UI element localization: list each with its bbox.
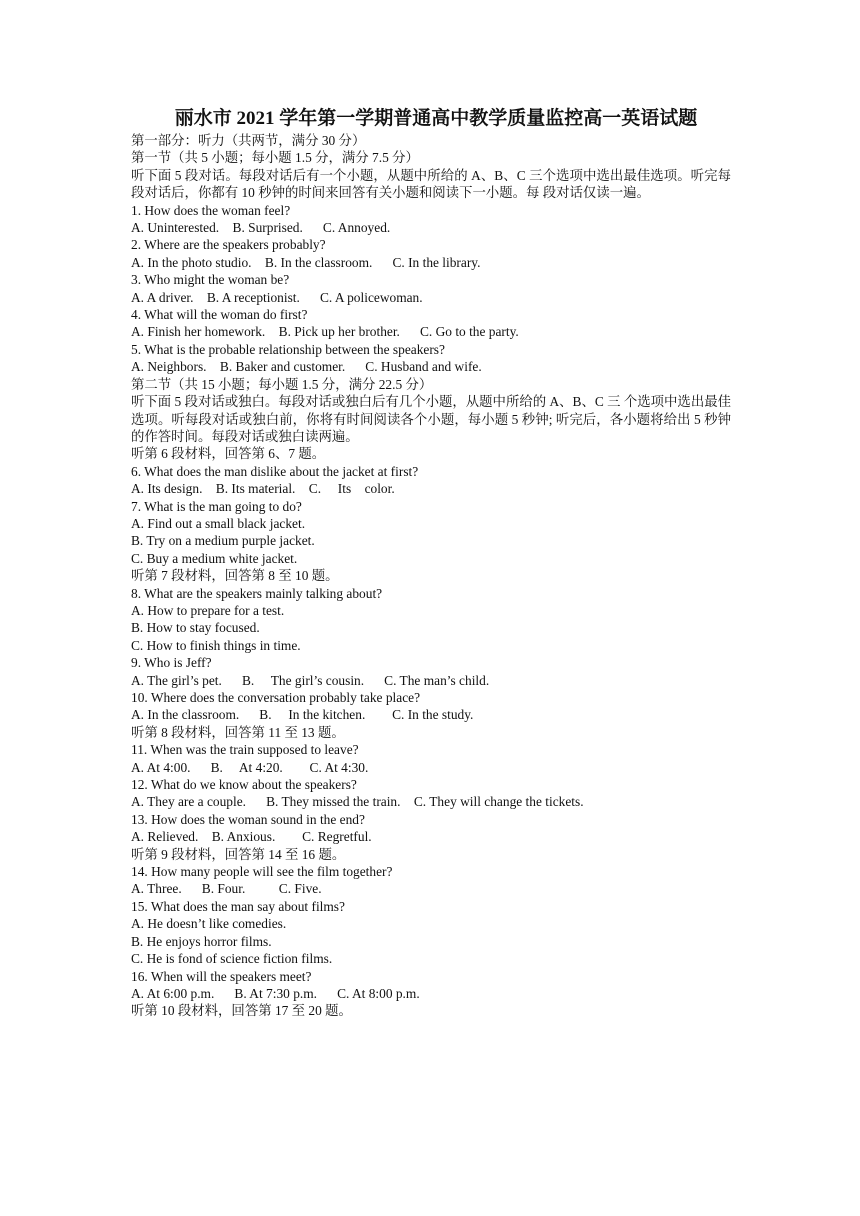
question-6: 6. What does the man dislike about the jacket at first?: [131, 463, 419, 479]
question-2: 2. Where are the speakers probably?: [131, 237, 326, 253]
option-15b: B. He enjoys horror films.: [131, 933, 272, 949]
section-heading: 第二节（共 15 小题；每小题 1.5 分，满分 22.5 分）: [131, 376, 433, 392]
material-heading: 听第 7 段材料，回答第 8 至 10 题。: [131, 568, 339, 584]
option-8b: B. How to stay focused.: [131, 620, 260, 636]
question-4: 4. What will the woman do first?: [131, 307, 308, 323]
question-14: 14. How many people will see the film together?: [131, 864, 393, 880]
question-7: 7. What is the man going to do?: [131, 498, 302, 514]
question-3: 3. Who might the woman be?: [131, 272, 290, 288]
part-heading: 第一部分：听力（共两节，满分 30 分）: [131, 133, 366, 148]
section-heading: 第一节（共 5 小题；每小题 1.5 分，满分 7.5 分）: [131, 150, 419, 166]
question-10: 10. Where does the conversation probably take place?: [131, 690, 421, 705]
exam-content: [131, 106, 731, 1020]
options-12: A. They are a couple. B. They missed the train. C. They will change the tickets.: [131, 794, 584, 810]
options-2: A. In the photo studio. B. In the classroom. C. In the library.: [131, 254, 481, 270]
question-8: 8. What are the speakers mainly talking about?: [131, 585, 383, 601]
question-5: 5. What is the probable relationship between the speakers?: [131, 341, 445, 357]
option-7c: C. Buy a medium white jacket.: [131, 550, 298, 566]
options-11: A. At 4:00. B. At 4:20. C. At 4:30.: [131, 759, 369, 775]
options-9: A. The girl’s pet. B. The girl’s cousin. C. The man’s child.: [131, 672, 490, 688]
exam-title: 丽水市 2021 学年第一学期普通高中教学质量监控高一英语试题: [174, 108, 698, 129]
question-16: 16. When will the speakers meet?: [131, 968, 312, 984]
material-heading: 听第 10 段材料，回答第 17 至 20 题。: [131, 1003, 352, 1019]
section-instructions: 听下面 5 段对话。每段对话后有一个小题，从题中所给的 A、B、C 三个选项中选出最佳选项。听完每段对话后，你都有 10 秒钟的时间来回答有关小题和阅读下一小题。每 段对话仅读一遍。: [131, 167, 731, 201]
section-instructions: 听下面 5 段对话或独白。每段对话或独白后有几个小题，从题中所给的 A、B、C 三 个选项中选出最佳选项。听每段对话或独白前，你将有时间阅读各个小题，每小题 5 秒钟; 听完后，各小题将给出 5 秒钟的作答时间。每段对话或独白读两遍。: [131, 394, 731, 444]
question-15: 15. What does the man say about films?: [131, 898, 345, 914]
question-12: 12. What do we know about the speakers?: [131, 777, 357, 793]
options-16: A. At 6:00 p.m. B. At 7:30 p.m. C. At 8:00 p.m.: [131, 985, 420, 1001]
option-7b: B. Try on a medium purple jacket.: [131, 533, 315, 549]
options-4: A. Finish her homework. B. Pick up her brother. C. Go to the party.: [131, 324, 519, 340]
options-6: A. Its design. B. Its material. C. Its color.: [131, 481, 395, 497]
question-9: 9. Who is Jeff?: [131, 655, 212, 671]
material-heading: 听第 9 段材料，回答第 14 至 16 题。: [131, 846, 346, 862]
option-8a: A. How to prepare for a test.: [131, 602, 285, 618]
options-14: A. Three. B. Four. C. Five.: [131, 881, 322, 897]
option-7a: A. Find out a small black jacket.: [131, 515, 306, 531]
options-1: A. Uninterested. B. Surprised. C. Annoyed.: [131, 220, 391, 236]
options-5: A. Neighbors. B. Baker and customer. C. Husband and wife.: [131, 359, 482, 375]
options-3: A. A driver. B. A receptionist. C. A policewoman.: [131, 289, 423, 305]
options-13: A. Relieved. B. Anxious. C. Regretful.: [131, 829, 372, 845]
question-13: 13. How does the woman sound in the end?: [131, 811, 365, 827]
option-15a: A. He doesn’t like comedies.: [131, 916, 287, 932]
question-1: 1. How does the woman feel?: [131, 202, 291, 218]
option-15c: C. He is fond of science fiction films.: [131, 951, 333, 967]
material-heading: 听第 6 段材料，回答第 6、7 题。: [131, 446, 326, 462]
question-11: 11. When was the train supposed to leave?: [131, 742, 359, 758]
option-8c: C. How to finish things in time.: [131, 637, 301, 653]
options-10: A. In the classroom. B. In the kitchen. C. In the study.: [131, 707, 474, 723]
material-heading: 听第 8 段材料，回答第 11 至 13 题。: [131, 724, 345, 740]
